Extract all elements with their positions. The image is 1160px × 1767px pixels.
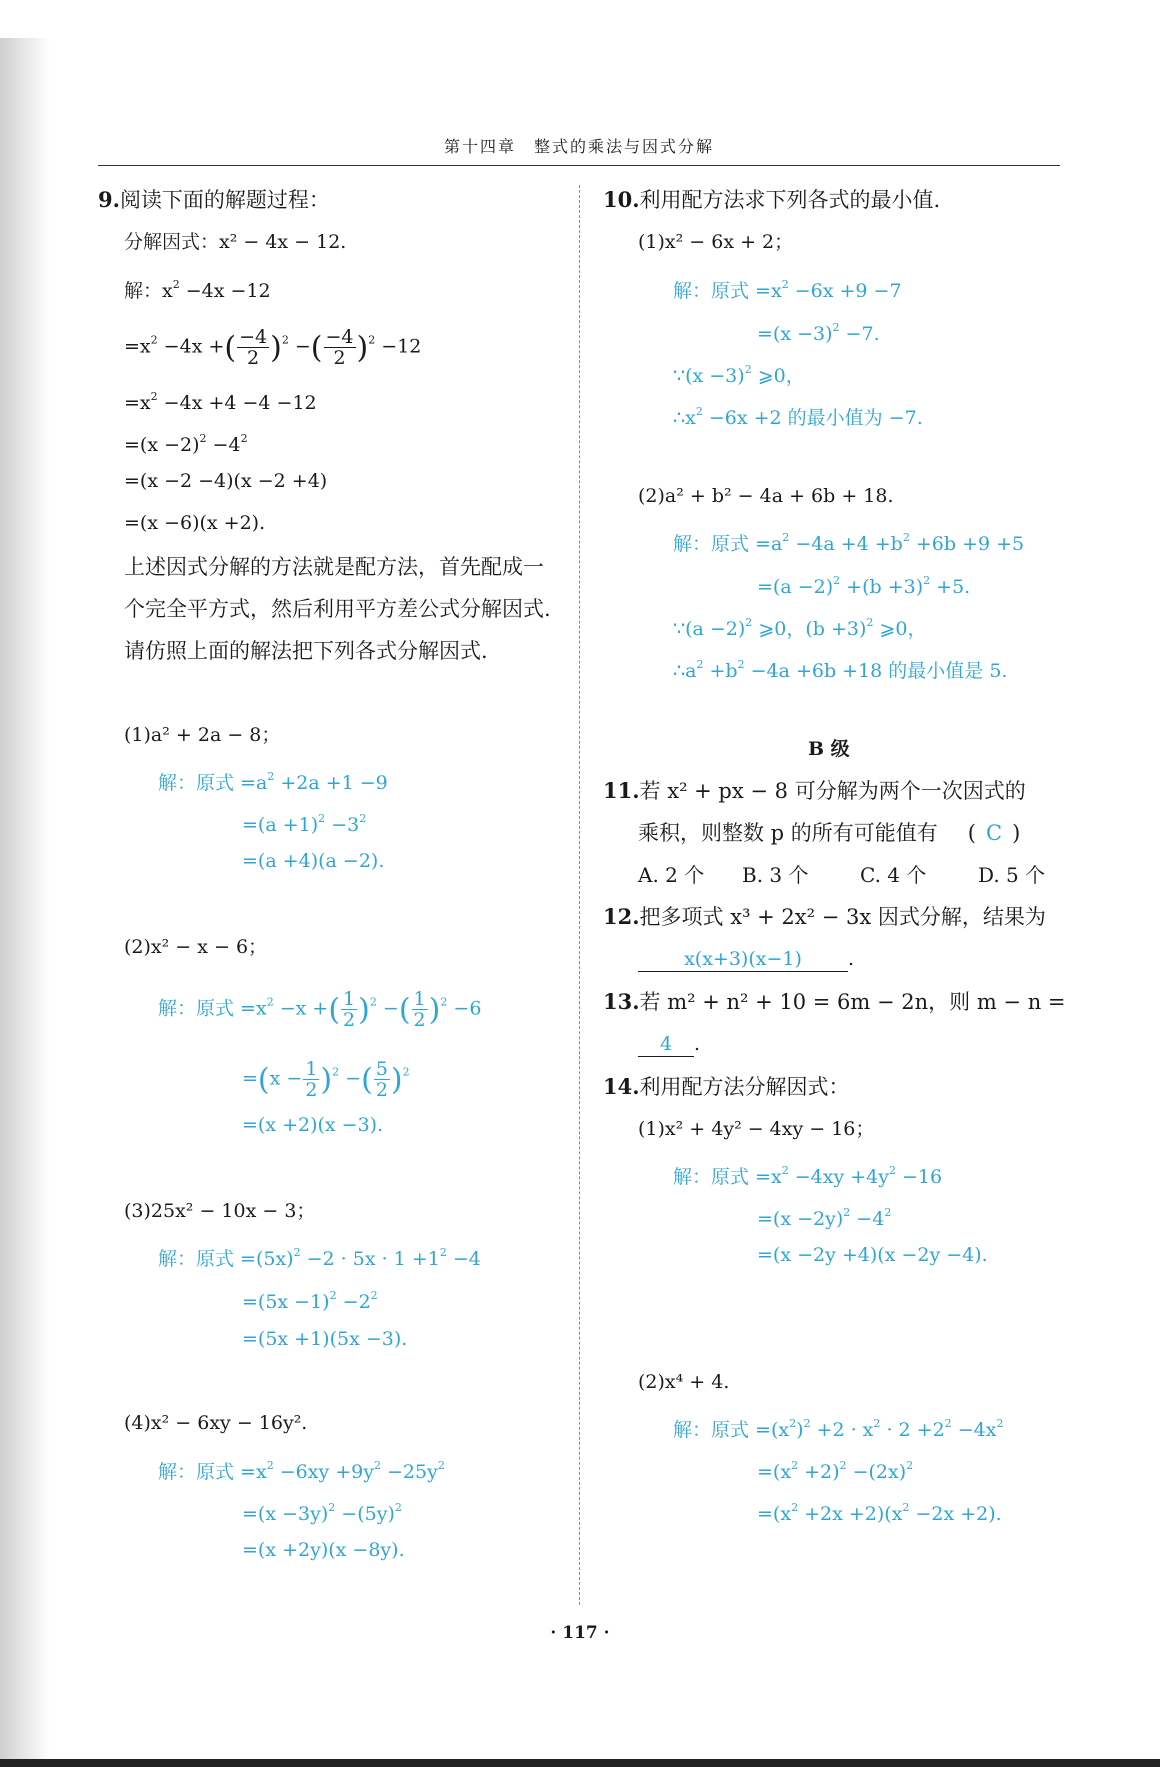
q14-answer-1-line-1: 解：原式 $=x^2 -4xy +4y^2 -16$	[673, 1164, 943, 1188]
fraction: $\frac{-4}{2}$	[239, 326, 268, 369]
q11-text-1: 若 x² + px − 8 可分解为两个一次因式的	[639, 779, 1026, 803]
q9-part-2: (2)x² − x − 6；	[124, 936, 268, 958]
q11-choices	[638, 863, 1045, 887]
q11-text-2: 乘积，则整数 p 的所有可能值有	[638, 821, 938, 845]
fraction: $\frac{5}{2}$	[375, 1058, 388, 1101]
page-edge-shadow	[0, 0, 50, 1767]
bottom-edge-bar	[0, 1759, 1160, 1767]
fraction: $\frac{1}{2}$	[343, 988, 356, 1031]
q11-line-1	[603, 779, 1026, 803]
q10-answer-1-line-3: ∵(x −3)$^2$ ⩾0，	[673, 363, 805, 387]
q9-answer-1-line-2: $=(a +1)^2 -3^2$	[242, 812, 367, 836]
q14-answer-2-line-2: $=(x^2 +2)^2 -(2x)^2$	[757, 1459, 914, 1483]
q9-part-3: (3)25x² − 10x − 3；	[124, 1200, 316, 1222]
q14-number: 14.	[603, 1074, 640, 1099]
q12-text: 把多项式 x³ + 2x² − 3x 因式分解，结果为	[639, 905, 1046, 929]
q10-answer-1-line-2: $=(x -3)^2 -7$.	[757, 321, 880, 345]
q10-answer-2-line-3: ∵(a −2)$^2$ ⩾0，$(b +3)^2$ ⩾0，	[673, 616, 927, 640]
q14-answer-1-line-2: $=(x -2y)^2 -4^2$	[757, 1206, 892, 1230]
header-rule	[98, 165, 1060, 166]
q10-part-2: (2)a² + b² − 4a + 6b + 18.	[638, 485, 894, 507]
q14-answer-2-line-1: 解：原式 $=(x^2)^2 +2 \cdot x^2 \cdot 2 +2^2 -4x^2$	[673, 1417, 1004, 1441]
fraction: $\frac{-4}{2}$	[325, 326, 354, 369]
q9-task: 分解因式：x² − 4x − 12.	[124, 231, 347, 253]
q9-title	[98, 188, 330, 212]
q11-line-2: 乘积，则整数 p 的所有可能值有 ( C )	[638, 821, 1021, 845]
q9-answer-1-line-3: =(a +4)(a −2).	[242, 850, 385, 872]
q10-answer-2-line-2: $=(a -2)^2 +(b +3)^2 +5$.	[757, 574, 971, 598]
q14-part-1: (1)x² + 4y² − 4xy − 16；	[638, 1118, 875, 1140]
q13-text: 若 m² + n² + 10 = 6m − 2n，则 m − n =	[639, 990, 1066, 1014]
q10-title	[603, 188, 940, 212]
q9-answer-3-line-3: =(5x +1)(5x −3).	[242, 1328, 408, 1350]
q11-number: 11.	[603, 778, 640, 803]
chapter-header: 第十四章 整式的乘法与因式分解	[443, 137, 714, 156]
q13-answer-blank: 4	[638, 1032, 694, 1057]
q14-title	[603, 1075, 850, 1099]
fraction: $\frac{1}{2}$	[305, 1058, 318, 1101]
q9-answer-2-line-1: 解：原式 $=x^2 -x$ +( $\frac{1}{2}$ )$^2$ −( $\frac{1}{2}$ )$^2$ −6	[158, 988, 482, 1031]
q11-choice-b: B. 3 个	[742, 863, 809, 887]
q9-step-4: $=(x -2)^2 -4^2$	[124, 432, 248, 456]
q14-part-2: (2)x⁴ + 4.	[638, 1371, 730, 1393]
q9-paragraph: 上述因式分解的方法就是配方法，首先配成一个完全平方式，然后利用平方差公式分解因式. 请仿照上面的解法把下列各式分解因式.	[124, 555, 551, 663]
q11-choice-c: C. 4 个	[860, 863, 927, 887]
q9-answer-3-line-2: $=(5x -1)^2 -2^2$	[242, 1289, 378, 1313]
q12-answer-blank: x(x+3)(x−1)	[638, 947, 848, 972]
q9-step-3: $=x^2 -4x +4 -4 -12$	[124, 390, 317, 414]
q10-answer-1-line-4: $\therefore x^2 -6x +2$ 的最小值为 −7.	[673, 405, 923, 429]
section-b-heading: B 级	[808, 738, 850, 760]
q10-number: 10.	[603, 187, 640, 212]
fraction: $\frac{1}{2}$	[413, 988, 426, 1031]
page-edge-top	[0, 0, 50, 38]
q10-answer-2-line-1: 解：原式 $=a^2 -4a +4 +b^2 +6b +9 +5$	[673, 531, 1025, 555]
q9-answer-2-line-3: =(x +2)(x −3).	[242, 1114, 384, 1136]
q9-number: 9.	[98, 187, 120, 212]
q14-title-text: 利用配方法分解因式：	[639, 1075, 850, 1099]
q9-part-4: (4)x² − 6xy − 16y².	[124, 1412, 308, 1434]
q10-part-1: (1)x² − 6x + 2；	[638, 231, 794, 253]
q12-line-2: x(x+3)(x−1) .	[638, 947, 854, 972]
q9-answer-2-line-2: =(x − $\frac{1}{2}$ )$^2$ −( $\frac{5}{2}$ )$^2$	[242, 1058, 410, 1101]
q14-answer-1-line-3: =(x −2y +4)(x −2y −4).	[757, 1244, 988, 1266]
q13-line-2: 4 .	[638, 1032, 700, 1057]
q14-answer-2-line-3: $=(x^2 +2x +2)(x^2 -2x +2)$.	[757, 1501, 1002, 1525]
q11-answer: C	[986, 821, 1003, 845]
q9-answer-3-line-1: 解：原式 $=(5x)^2 -2 \cdot 5x \cdot 1 +1^2 -4$	[158, 1246, 481, 1270]
q10-answer-2-line-4: $\therefore a^2 +b^2 -4a +6b +18$ 的最小值是 5.	[673, 658, 1008, 682]
q10-answer-1-line-1: 解：原式 $=x^2 -6x +9 -7$	[673, 278, 902, 302]
q9-step-5: =(x −2 −4)(x −2 +4)	[124, 470, 328, 492]
q10-title-text: 利用配方法求下列各式的最小值.	[639, 188, 941, 212]
q9-answer-4-line-2: $=(x -3y)^2 -(5y)^2$	[242, 1501, 402, 1525]
q13-line-1	[603, 990, 1066, 1014]
q9-title-text: 阅读下面的解题过程：	[119, 188, 330, 212]
q9-step-6: =(x −6)(x +2).	[124, 512, 266, 534]
q9-step-2: $=x^2 -4x$ +( $\frac{-4}{2}$ )$^2$ −( $\frac{-4}{2}$ )$^2$ −12	[124, 326, 422, 369]
q13-number: 13.	[603, 989, 640, 1014]
q9-part-1: (1)a² + 2a − 8；	[124, 724, 281, 746]
q9-step-1: 解：$x^2 -4x -12$	[124, 278, 271, 302]
page-number: · 117 ·	[550, 1623, 610, 1643]
q9-answer-4-line-1: 解：原式 $=x^2 -6xy +9y^2 -25y^2$	[158, 1459, 445, 1483]
q12-number: 12.	[603, 904, 640, 929]
q9-answer-4-line-3: =(x +2y)(x −8y).	[242, 1539, 405, 1561]
q11-choice-d: D. 5 个	[978, 863, 1046, 887]
q9-answer-1-line-1: 解：原式 $=a^2 +2a +1 -9$	[158, 770, 388, 794]
q11-choice-a: A. 2 个	[638, 863, 705, 887]
column-divider	[579, 185, 580, 1605]
q12-line-1	[603, 905, 1046, 929]
